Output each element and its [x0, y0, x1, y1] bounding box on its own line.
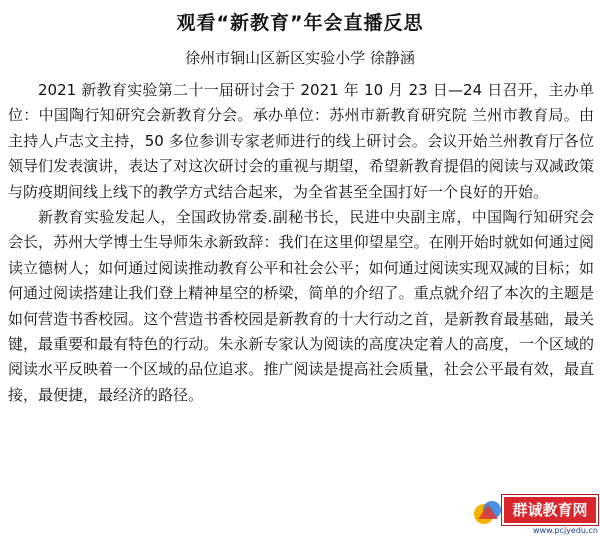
document-title: 观看“新教育”年会直播反思: [176, 12, 424, 34]
document-body: [8, 78, 594, 408]
watermark: [472, 495, 598, 535]
document-author: 徐州市铜山区新区实验小学 徐静涵: [185, 49, 415, 67]
watermark-url: www.pcjyedu.cn: [533, 526, 598, 535]
watermark-logo-icon: [472, 497, 504, 527]
paragraph-2: 新教育实验发起人，全国政协常委.副秘书长，民进中央副主席，中国陶行知研究会会长，苏州大学博士生导师朱永新致辞：我们在这里仰望星空。在刚开始时就如何通过阅读立德树人；如何通过阅读推动教育公平和社会公平；如何通过阅读实现双减的目标；如何通过阅读搭建让我们登上精神星空的桥梁，简单的介绍了。重点就介绍了本次的主题是如何营造书香校园。这个营造书香校园是新教育的十大行动之首，是新教育最基础，最关键，最重要和最有特色的行动。朱永新专家认为阅读的高度决定着人的高度，一个区域的阅读水平反映着一个区域的品位追求。推广阅读是提高社会质量，社会公平最有效，最直接，最便捷，最经济的路径。: [8, 208, 594, 404]
watermark-brand: 群诚教育网: [502, 495, 598, 525]
paragraph-1: 2021 新教育实验第二十一届研讨会于 2021 年 10 月 23 日—24 日召开，主办单位：中国陶行知研究会新教育分会。承办单位：苏州市新教育研究院 兰州市教育局。由主持人卢志文主持，50 多位参训专家老师进行的线上研讨会。会议开始兰州教育厅各位领导们发表演讲，表达了对这次研讨会的重视与期望，希望新教育提倡的阅读与双减政策与防疫期间线上线下的教学方式结合起来，为全省甚至全国打好一个良好的开始。: [8, 81, 594, 201]
